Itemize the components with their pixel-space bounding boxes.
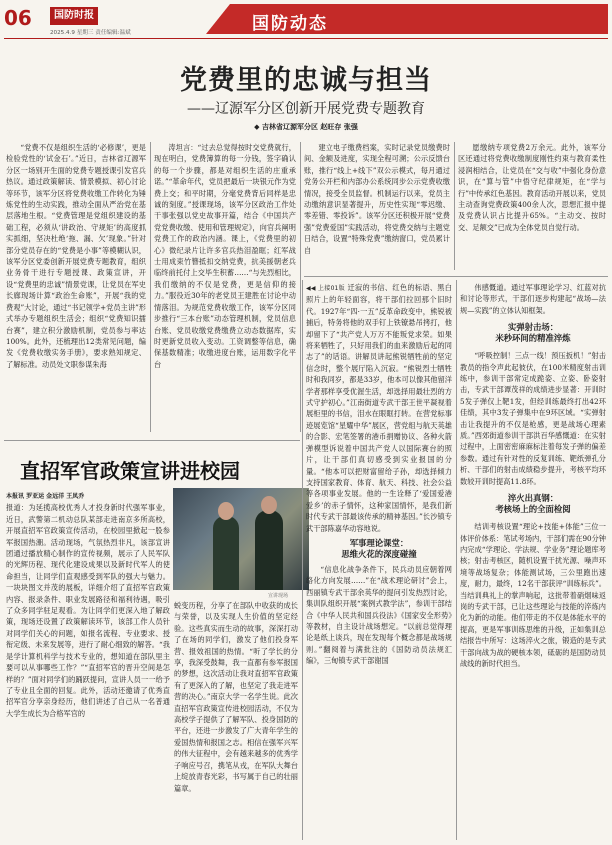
paragraph: 建立电子缴费档案，实时记录党员缴费时间、金额及进度，实现全程可溯；公示反馈台账，推行“线上+线下”双公示模式，每月通过党务公开栏和内部办公系统同步公示党费收缴情况，接受全员监督。机制运行以来，党员主动缴纳意识显著提升，历史性实现“零迟缴、零差错、零投诉”。该军分区还积极开展“党费强”党费爱国”实践活动，将党费交纳与主题党日结合，设置“特殊党费”缴纳窗口，党员累计自	[304, 143, 450, 255]
paragraph: 结训考核设置“理论+技能+体能”三位一体评价体系：笔试考场内，干部们需在90分钟内完成“学理论、学法规、学业务”理论题库考核；射击考核区，随机设置干扰光源、噪声环境等战场复杂；体能测试场，三公里跑出速度，耐力，最终，12名干部获评“训练标兵”。当结训典礼上的掌声响起，这批带着硝烟味返岗的专武干部，已让这些理论与技能的淬炼内化为新的动能。他们带走的不仅是体能水平的提高，更是军事训练思维的升级，正如集训总结报告中所写：这场淬火之旅，锻造的是专武干部向战为战的硬核本领，砥砺的是国防动员战线的新时代担当。	[460, 522, 606, 668]
subheading: 淬火出真钢： 考核场上的全面检阅	[495, 493, 571, 515]
section-title: 国防动态	[252, 14, 328, 34]
paragraph: 伟感慨道。通过军事理论学习、红蓝对抗和讨论等形式，干部们逐步构建起“战场—法规—实践”的立体认知框架。	[460, 283, 606, 315]
column-divider	[150, 142, 151, 432]
page-number: 06	[4, 6, 32, 30]
article-byline: ◆ 吉林省辽源军分区 赵旺存 张强	[254, 123, 358, 131]
article-subtitle: ——辽源军分区创新开展党费专题教育	[187, 101, 425, 117]
article-column	[154, 142, 296, 434]
continued-tag: ◀◀ 上接01版	[306, 285, 345, 292]
article-column	[460, 282, 606, 840]
article-column	[6, 142, 146, 434]
section-divider	[4, 440, 300, 441]
paragraph: “信息化战争条件下，民兵动员应朝着网络化方向发展……”在“战术理论研讨”会上，西丽镇专武干部余英华的提问引发热烈讨论，集训队组织开展“案例式教学法”，参训干部结合《中华人民共和国兵役法》《国家安全形势》等教材，自主设计战场想定。“以前总觉得理论是纸上谈兵，现在发现每个概念都是战场规则。”翻阅着与满批注的《国防动员法规汇编》，三甸镇专武干部谢国	[306, 564, 452, 666]
issue-meta: 2025.4.9 星期三 责任编辑:温斌	[50, 30, 131, 36]
article-byline: 本报讯 罗亚运 金远洋 王凤乔	[6, 493, 85, 500]
header-divider	[4, 38, 608, 39]
column-divider	[302, 280, 303, 840]
paragraph: 报道：为延揽高校优秀人才投身新时代强军事业，近日，武警第二机动总队某部走进南京多所高校，开展直招军官政策宣传活动，在校园里掀起一股参军报国热潮。活动现场，气氛热烈非凡，该部宣讲团通过播放精心制作的宣传视频，展示了人民军队的光辉历程、现代化建设成果以及新时代军人的使命担当，让同学们直观感受到军队的强大与魅力。一块块图文并茂的展板，详细介绍了直招军官政策内容、报录条件、职业发展路径和福利待遇，吸引了众多同学驻足观看。为让同学们更深入地了解政策，现场还设置了政策解读环节，该部工作人员针对同学们关心的问题，如报名流程、专业要求、授衔定级、未来发展等，进行了耐心细致的解答。“我是学计算机科学与技术专业的，想知道在部队里主要可以从事哪些工作？”“直招军官的晋升空间是怎样的？”面对同学们的踊跃提问，宣讲人员一一给予了专业且全面的回复。此外，活动还邀请了优秀直招军官分享亲身经历，他们讲述了自己从一名普通大学生成长为合格军官的	[6, 503, 170, 718]
section-decoration	[206, 4, 230, 34]
article-column	[458, 142, 606, 270]
news-photo	[173, 488, 309, 590]
paragraph: “呼吸控制！三点一线！预压扳机！”射击教员的指令声此起彼伏，在100米精度射击训练中，参训干部常定成跪姿、立姿、卧姿射击，专武干部谭茂祥的成绩进步显著：开训时5发子弹仅上靶1发，但经训练最终打出42环佳绩，其中3发子弹集中在9环区域。“实弹射击让我提升的不仅是枪感，更是战场心理素质。”西郊街道参训干部洪百华感慨道：在实射过程中，上面密密麻麻标注着每发子弹的偏差参数。通过有针对性的反复训练、靶纸弹孔分析、干部们的射击成绩稳步提升，考核平均环数较开训时提高11.8环。	[460, 351, 606, 486]
photo-caption: 宣讲现场	[268, 593, 289, 599]
column-divider	[300, 142, 301, 432]
article-column	[306, 282, 452, 840]
article-title: 党费里的忠诚与担当	[180, 65, 432, 96]
article-column	[6, 490, 170, 840]
article-column	[304, 142, 450, 270]
article-column	[174, 600, 298, 840]
subheading: 实弹射击场： 米秒环间的精准淬炼	[495, 322, 571, 344]
column-divider	[456, 280, 457, 840]
section-divider	[304, 276, 608, 277]
paragraph: “党费不仅是组织生活的‘必修课’，更是检验党性的‘试金石’。”近日，吉林省辽源军分区一场别开生面的党费专题授课引发官兵热议。通过政策解读、情景模拟、初心讨论等环节，该军分区将党费收缴工作转化为锤炼党性的生动实践，推动全面从严治党在基层落地生根。“党费管理是党组织建设的基础工程，必须从‘讲政治、守规矩’的高度抓实抓细，坚决杜绝‘拖、漏、欠’现象。”针对部分党员存在的“党费是小事”等模糊认识，该军分区党委创新开展党费专题教育，组织业务骨干进行专题授课、政策宣讲，开设“党费里的忠诚”情景党课，让党员在军史长廊现场计算“政治生命账”，开展“我的党费观”大讨论，通过“书记领学+党员主讲”形式举办专题组织生活会；组织“党费知识擂台赛”，建立积分激励机制，党员参与率达100%。此外，还梳理出12类常见问题，编发《党费收缴实务手册》，要求熟知规定、了解标准。动员处文职参谋朱海	[6, 143, 146, 369]
paragraph: 蜕变历程，分享了在部队中收获的成长与荣誉，以及实现人生价值的坚定经验。这些真实而生动的故事，深深打动了在场的同学们，激发了他们投身军营、报效祖国的热情。“听了学长的分享，我深受鼓舞，我一直都有参军报国的梦想，这次活动让我对直招军官政策有了更深入的了解，也坚定了我走进军营的决心。”南京大学一名学生说。此次直招军官政策宣传进校园活动，不仅为高校学子提供了了解军队、投身国防的平台，还进一步激发了广大青年学生的爱国热情和报国之志。相信在强军兴军的伟大征程中，会有越来越多的优秀学子响应号召，携笔从戎，在军队大舞台上绽放青春光彩，书写属于自己的壮丽篇章。	[174, 601, 298, 793]
column-divider	[454, 142, 455, 270]
article-title: 直招军官政策宣讲进校园	[20, 459, 240, 483]
paragraph: 愿缴纳专项党费2万余元。此外，该军分区还通过将党费收缴制度刚性约束与教育柔性浸润相结合，让党员在“交与收”中强化身份意识，在“算与管”中悟守纪律规矩，在“学与行”中传承红色基因。教育活动开展以来，党员主动查询党费政策400余人次，思想汇报中提及党费认识占比提升65%。“主动交、按时交、足额交”已成为全体党员自觉行动。	[458, 143, 606, 232]
paragraph: 涛坦言：“过去总觉得按时交党费就行，现在明白，党费簿算的每一分钱，签字确认的每一个步骤，都是对组织生活的庄重承诺。”“革命年代，党员把最后一块银元作为党费上交；和平时期，分毫党费背后同样是忠诚的刻度。”授课现场，该军分区政治工作处干事张强以党史故事开篇，结合《中国共产党党费收缴、使用和管理规定》，向官兵阐明党费工作的政治内涵。课上，《党费里的初心》微纪录片让许多官兵热泪盈眶；红军战士用成束竹簪抵扣交纳党费，抗美援朝老兵临终前托付上交毕生积蓄……“与先烈相比，我们缴纳的不仅是党费，更是信仰的接力。”服役近30年的老党员王建胜在讨论中动情落泪。为规范党费收缴工作，该军分区同步推行“三本台账”动态管理机制，党员信息台账、党员收缴党费缴费立动态数据库，实时更新党员收入变动。工资调整等信息，确保基数精准；收缴进度台账，运用数字化平台	[154, 143, 296, 369]
paper-logo: 国防时报	[50, 7, 98, 25]
subheading: 军事理论课堂： 思维火花的深度碰撞	[341, 537, 417, 559]
paragraph: 迁寂的书信、红色的标语、黑白照片上的年轻面容，将干部们拉回那个旧时代。1927年“四·一五”反革命政变中，熊锐被捕后，特务将他的双手钉上铁镣悬吊拷打，他却留下了“共产党人万万不能叛党求荣。如果将来牺牲了，只好用我们的血来激励后起的同志了”的话语。讲解员讲起熊锐牺牲前的坚定信念时，整个展厅陷入沉寂。“熊锐烈士牺牲时和我同岁，都是33岁，他本可以像其他留洋学者那样享受优渥生活，却选择用最壮烈的方式守护初心。”江南街道专武干部王世平凝视着展柜里的书信，泪水在眼眶打转。在营党标事迹展览馆“星耀中华”展区，营党组与航天英雄的合影、宏笔签署的港币捐赠协议、各种火箭弹模型诉说着中国共产党人以国际赛台的照片，让干部们真切感受到实业报国的分量。“他本可以把财富留给子孙，却选择倾力支持国家教育、体育、航天、科技、社会公益等各项事业发展。他的一生诠释了‘爱国爱港爱乡’的赤子情怀，这种家国情怀，是我们新时代专武干部最该传承的精神基因。”长沙镇专武干部陈嘉华动容地说。	[306, 283, 452, 533]
